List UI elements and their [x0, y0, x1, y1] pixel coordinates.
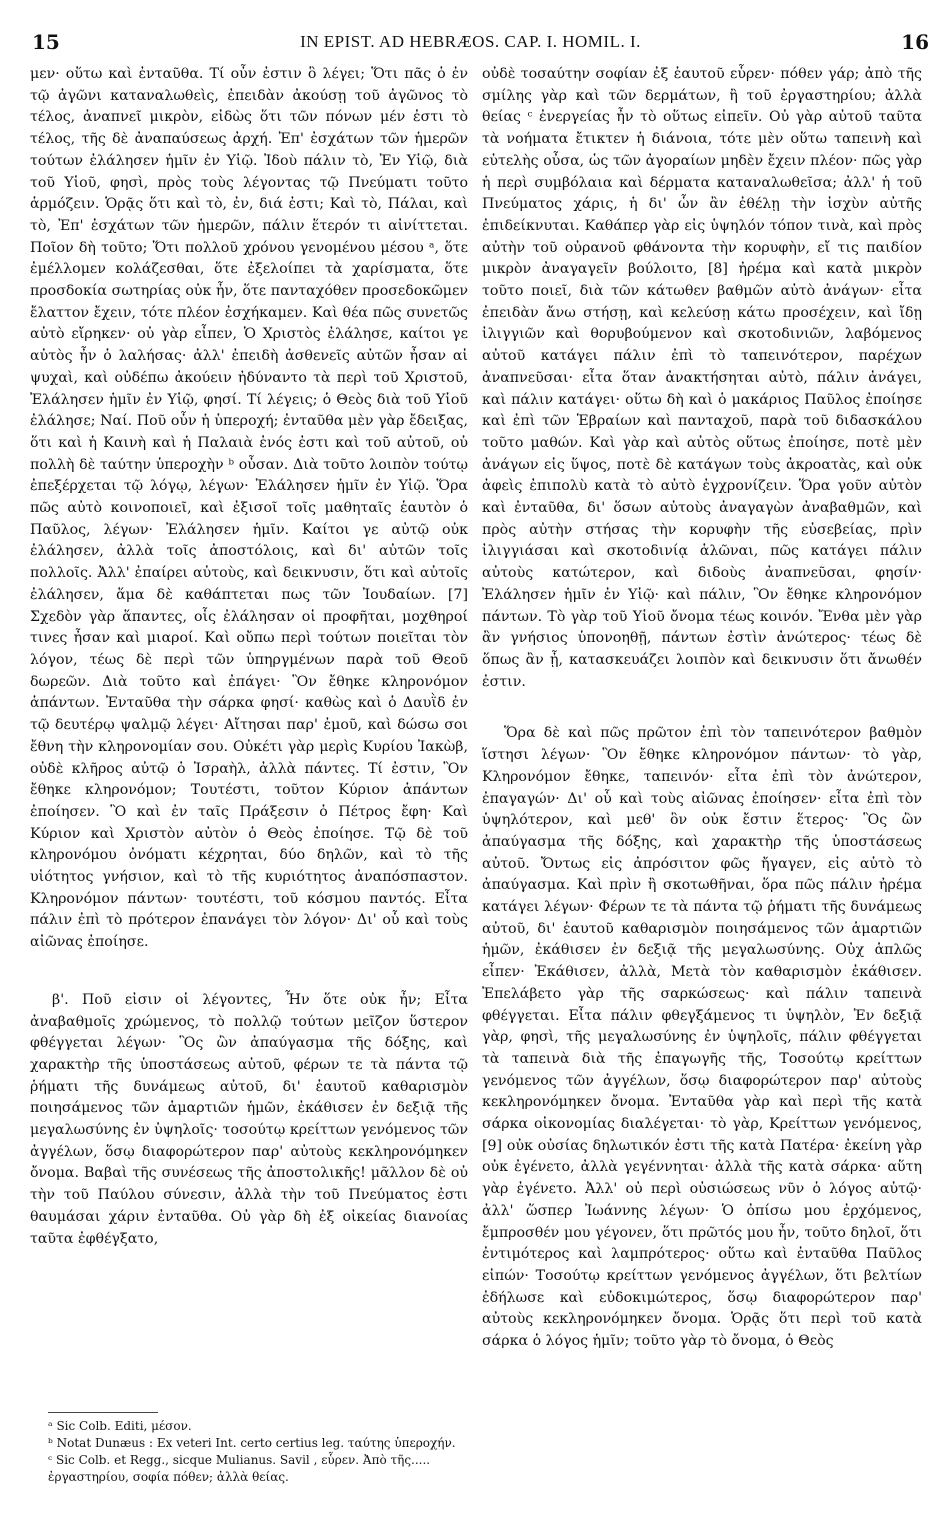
footnote-a: ᵃ Sic Colb. Editi, μέσον. [48, 1419, 192, 1433]
right-column [482, 64, 922, 1353]
left-paragraph-2: β'. Ποῦ εἰσιν οἱ λέγοντες, Ἦν ὅτε οὐκ ἦν; Εἶτα ἀναβαθμοῖς χρώμενος, τὸ πολλῷ τούτων μεῖζον ὕστερον φθέγγεται λέγων· Ὃς ὢν ἀπαύγασμα τῆς δόξης, καὶ χαρακτὴρ τῆς ὑποστάσεως αὐτοῦ, φέρων τε τὰ πάντα τῷ ῥήματι τῆς δυνάμεως αὐτοῦ, δι' ἑαυτοῦ καθαρισμὸν ποιησάμενος τῶν ἁμαρτιῶν ἡμῶν, ἐκάθισεν ἐν δεξιᾷ τῆς μεγαλωσύνης ἐν ὑψηλοῖς· τοσούτῳ κρείττων γενόμενος τῶν ἀγγέλων, ὅσῳ διαφορώτερον παρ' αὐτοὺς κεκληρονόμηκεν ὄνομα. Βαβαὶ τῆς συνέσεως τῆς ἀποστολικῆς! μᾶλλον δὲ οὐ τὴν τοῦ Παύλου σύνεσιν, ἀλλὰ τὴν τοῦ Πνεύματος ἐστι θαυμάσαι χάριν ἐνταῦθα. Οὐ γὰρ δὴ ἐξ οἰκείας διανοίας ταῦτα ἐφθέγξατο, [30, 991, 468, 1247]
footnote-c: ᶜ Sic Colb. et Regg., sicque Mulianus. Savil , εὗρεν. Ἀπὸ τῆς..... ἐργαστηρίου, σοφία πόθεν; ἀλλὰ θείας. [48, 1453, 431, 1484]
footnote-b: ᵇ Notat Dunæus : Ex veteri Int. certo certius leg. ταύτης ὑπεροχήν. [48, 1436, 456, 1450]
left-paragraph-1: μεν· οὕτω καὶ ἐνταῦθα. Τί οὖν ἐστιν ὃ λέγει; Ὅτι πᾶς ὁ ἐν τῷ ἀγῶνι καταναλωθεὶς, ἐπειδὰν ἀκούσῃ τοῦ ἀγῶνος τὸ τέλος, ἀναπνεῖ μικρὸν, εἰδὼς ὅτι τῶν πόνων μέν ἐστι τὸ τέλος, τῆς δὲ ἀναπαύσεως ἀρχή. Ἐπ' ἐσχάτων τῶν ἡμερῶν τούτων ἐλάλησεν ἡμῖν ἐν Υἱῷ. Ἰδοὺ πάλιν τὸ, Ἐν Υἱῷ, διὰ τοῦ Υἱοῦ, φησὶ, πρὸς τοὺς λέγοντας τῷ Πνεύματι τοῦτο ἁρμόζειν. Ὁρᾷς ὅτι καὶ τὸ, ἐν, διά ἐστι; Καὶ τὸ, Πάλαι, καὶ τὸ, Ἐπ' ἐσχάτων τῶν ἡμερῶν, πάλιν ἕτερόν τι αἰνίττεται. Ποῖον δὴ τοῦτο; Ὅτι πολλοῦ χρόνου γενομένου μέσου ᵃ, ὅτε ἐμέλλομεν κολάζεσθαι, ὅτε ἐξελοίπει τὰ χαρίσματα, ὅτε προσδοκία σωτηρίας οὐκ ἦν, ὅτε πανταχόθεν προσεδοκῶμεν ἔλαττον ἔχειν, τότε πλέον ἐσχήκαμεν. Καὶ θέα πῶς συνετῶς αὐτὸ εἴρηκεν· οὐ γὰρ εἶπεν, Ὁ Χριστὸς ἐλάλησε, καίτοι γε αὐτὸς ἦν ὁ λαλήσας· ἀλλ' ἐπειδὴ ἀσθενεῖς αὐτῶν ἦσαν αἱ ψυχαὶ, καὶ οὐδέπω ἀκούειν ἠδύναντο τὰ περὶ τοῦ Χριστοῦ, Ἐλάλησεν ἡμῖν ἐν Υἱῷ, φησί. Τί λέγεις; ὁ Θεὸς διὰ τοῦ Υἱοῦ ἐλάλησε; Ναί. Ποῦ οὖν ἡ ὑπεροχή; ἐνταῦθα μὲν γὰρ ἔδειξας, ὅτι καὶ ἡ Καινὴ καὶ ἡ Παλαιὰ ἑνός ἐστι καὶ τοῦ αὐτοῦ, οὐ πολλὴ δὲ ταύτην ὑπεροχὴν ᵇ οὖσαν. Διὰ τοῦτο λοιπὸν τούτῳ ἐπεξέρχεται τῷ λόγῳ, λέγων· Ἐλάλησεν ἡμῖν ἐν Υἱῷ. Ὅρα πῶς αὐτὸ κοινοποιεῖ, καὶ ἐξισοῖ τοῖς μαθηταῖς ἑαυτὸν ὁ Παῦλος, λέγων· Ἐλάλησεν ἡμῖν. Καίτοι γε αὐτῷ οὐκ ἐλάλησεν, ἀλλὰ τοῖς ἀποστόλοις, καὶ δι' αὐτῶν τοῖς πολλοῖς. Ἀλλ' ἐπαίρει αὐτοὺς, καὶ δεικνυσιν, ὅτι καὶ αὐτοῖς ἐλάλησεν, ἅμα δὲ καθάπτεται πως τῶν Ἰουδαίων. [7] Σχεδὸν γὰρ ἅπαντες, οἷς ἐλάλησαν οἱ προφῆται, μοχθηροί τινες ἦσαν καὶ μιαροί. Καὶ οὔπω περὶ τούτων ποιεῖται τὸν λόγον, τέως δὲ περὶ τῶν ὑπηργμένων παρὰ τοῦ Θεοῦ δωρεῶν. Διὰ τοῦτο καὶ ἐπάγει· Ὃν ἔθηκε κληρονόμον ἁπάντων. Ἐνταῦθα τὴν σάρκα φησί· καθὼς καὶ ὁ Δαυῒδ ἐν τῷ δευτέρῳ ψαλμῷ λέγει· Αἴτησαι παρ' ἐμοῦ, καὶ δώσω σοι ἔθνη τὴν κληρονομίαν σου. Οὐκέτι γὰρ μερὶς Κυρίου Ἰακὼβ, οὐδὲ κλῆρος αὐτῷ ὁ Ἰσραὴλ, ἀλλὰ πάντες. Τί ἐστιν, Ὃν ἔθηκε κληρονόμον; Τουτέστι, τοῦτον Κύριον ἁπάντων ἐποίησεν. Ὃ καὶ ἐν ταῖς Πράξεσιν ὁ Πέτρος ἔφη· Καὶ Κύριον καὶ Χριστὸν αὐτὸν ὁ Θεὸς ἐποίησε. Τῷ δὲ τοῦ κληρονόμου ὀνόματι κέχρηται, δύο δηλῶν, καὶ τὸ τῆς υἱότητος γνήσιον, καὶ τὸ τῆς κυριότητος ἀναπόσπαστον. Κληρονόμον πάντων· τουτέστι, τοῦ κόσμου παντός. Εἶτα πάλιν ἐπὶ τὸ πρότερον ἐπανάγει τὸν λόγον· Δι' οὗ καὶ τοὺς αἰῶνας ἐποίησε. [30, 66, 468, 951]
page-number-right: 16 [901, 30, 929, 54]
running-title: IN EPIST. AD HEBRÆOS. CAP. I. HOMIL. I. [300, 32, 641, 51]
page-number-left: 15 [32, 30, 60, 54]
right-paragraph-1: οὐδὲ τοσαύτην σοφίαν ἐξ ἑαυτοῦ εὗρεν· πόθεν γάρ; ἀπὸ τῆς σμίλης γὰρ καὶ τῶν δερμάτων, ἢ τοῦ ἐργαστηρίου; ἀλλὰ θείας ᶜ ἐνεργείας ἦν τὸ οὕτως εἰπεῖν. Οὐ γὰρ αὐτοῦ ταῦτα τὰ νοήματα ἔτικτεν ἡ διάνοια, τότε μὲν οὕτω ταπεινὴ καὶ εὐτελὴς οὖσα, ὡς τῶν ἀγοραίων μηδὲν ἔχειν πλέον· πῶς γὰρ ἡ περὶ συμβόλαια καὶ δέρματα καταναλωθεῖσα; ἀλλ' ἡ τοῦ Πνεύματος χάρις, ἡ δι' ὧν ἂν ἐθέλῃ τὴν ἰσχὺν αὐτῆς ἐπιδείκνυται. Καθάπερ γὰρ εἰς ὑψηλόν τόπον τινὰ, καὶ πρὸς αὐτὴν τοῦ οὐρανοῦ φθάνοντα τὴν κορυφὴν, εἴ τις παιδίον μικρὸν ἀναγαγεῖν βούλοιτο, [8] ἠρέμα καὶ κατὰ μικρὸν τοῦτο ποιεῖ, διὰ τῶν κάτωθεν βαθμῶν αὐτὸ ἀνάγων· εἶτα ἐπειδὰν ἄνω στήσῃ, καὶ κελεύσῃ κάτω προσέχειν, καὶ ἴδῃ ἰλιγγιῶν καὶ θορυβούμενον καὶ σκοτοδινιῶν, λαβόμενος αὐτοῦ κατάγει πάλιν ἐπὶ τὸ ταπεινότερον, παρέχων ἀναπνεῦσαι· εἶτα ὅταν ἀνακτήσηται αὐτὸ, πάλιν ἀνάγει, καὶ πάλιν κατάγει· οὕτω δὴ καὶ ὁ μακάριος Παῦλος ἐποίησε καὶ ἐπὶ τῶν Ἑβραίων καὶ πανταχοῦ, παρὰ τοῦ διδασκάλου τοῦτο μαθών. Καὶ γὰρ καὶ αὐτὸς οὕτως ἐποίησε, ποτὲ μὲν ἀνάγων εἰς ὕψος, ποτὲ δὲ κατάγων τοὺς ἀκροατὰς, καὶ οὐκ ἀφεὶς ἐπιπολὺ κατὰ τὸ αὐτὸ ἐγχρονίζειν. Ὅρα γοῦν αὐτὸν καὶ ἐνταῦθα, δι' ὅσων αὐτοὺς ἀναγαγὼν ἀναβαθμῶν, καὶ πρὸς αὐτὴν στήσας τὴν κορυφὴν τῆς εὐσεβείας, πρὶν ἰλιγγιάσαι καὶ σκοτοδινίᾳ ἁλῶναι, πῶς κατάγει πάλιν αὐτοὺς κατώτερον, καὶ διδοὺς ἀναπνεῦσαι, φησίν· Ἐλάλησεν ἡμῖν ἐν Υἱῷ· καὶ πάλιν, Ὃν ἔθηκε κληρονόμον πάντων. Τὸ γὰρ τοῦ Υἱοῦ ὄνομα τέως κοινόν. Ἔνθα μὲν γὰρ ἂν γνήσιος ὑπονοηθῇ, πάντων ἐστὶν ἀνώτερος· τέως δὲ ὅπως ἂν ᾖ, κατασκευάζει λοιπὸν καὶ δεικνυσιν ὅτι ἄνωθέν ἐστιν. [482, 66, 922, 690]
page-header [12, 30, 929, 58]
footnote-rule [48, 1412, 158, 1413]
right-paragraph-2: Ὅρα δὲ καὶ πῶς πρῶτον ἐπὶ τὸν ταπεινότερον βαθμὸν ἵστησι λέγων· Ὃν ἔθηκε κληρονόμον πάντων· τὸ γὰρ, Κληρονόμον ἔθηκε, ταπεινόν· εἶτα ἐπὶ τὸν ἀνώτερον, ἐπαγαγών· Δι' οὗ καὶ τοὺς αἰῶνας ἐποίησεν· εἶτα ἐπὶ τὸν ὑψηλότερον, καὶ μεθ' ὃν οὐκ ἔστιν ἕτερος· Ὃς ὢν ἀπαύγασμα τῆς δόξης, καὶ χαρακτὴρ τῆς ὑποστάσεως αὐτοῦ. Ὄντως εἰς ἀπρόσιτον φῶς ἤγαγεν, εἰς αὐτὸ τὸ ἀπαύγασμα. Καὶ πρὶν ἢ σκοτωθῆναι, ὅρα πῶς πάλιν ἠρέμα κατάγει λέγων· Φέρων τε τὰ πάντα τῷ ῥήματι τῆς δυνάμεως αὐτοῦ, δι' ἑαυτοῦ καθαρισμὸν ποιησάμενος τῶν ἁμαρτιῶν ἡμῶν, ἐκάθισεν ἐν δεξιᾷ τῆς μεγαλωσύνης. Οὐχ ἁπλῶς εἶπεν· Ἐκάθισεν, ἀλλὰ, Μετὰ τὸν καθαρισμὸν ἐκάθισεν. Ἐπελάβετο γὰρ τῆς σαρκώσεως· καὶ πάλιν ταπεινὰ φθέγγεται. Εἶτα πάλιν φθεγξάμενος τι ὑψηλὸν, Ἐν δεξιᾷ γὰρ, φησὶ, τῆς μεγαλωσύνης ἐν ὑψηλοῖς, πάλιν φθέγγεται τὰ ταπεινὰ διὰ τῆς ἐπαγωγῆς τῆς, Τοσούτῳ κρείττων γενόμενος τῶν ἀγγέλων, ὅσῳ διαφορώτερον παρ' αὐτοὺς κεκληρονόμηκεν ὄνομα. Ἐνταῦθα γὰρ καὶ περὶ τῆς κατὰ σάρκα οἰκονομίας διαλέγεται· τὸ γὰρ, Κρείττων γενόμενος, [9] οὐκ οὐσίας δηλωτικόν ἐστι τῆς κατὰ Πατέρα· ἐκείνη γὰρ οὐκ ἐγένετο, ἀλλὰ γεγέννηται· ἀλλὰ τῆς κατὰ σάρκα· αὕτη γὰρ ἐγένετο. Ἀλλ' οὐ περὶ οὐσιώσεως νῦν ὁ λόγος αὐτῷ· ἀλλ' ὥσπερ Ἰωάννης λέγων· Ὁ ὀπίσω μου ἐρχόμενος, ἔμπροσθέν μου γέγονεν, ὅτι πρῶτός μου ἦν, τοῦτο δηλοῖ, ὅτι ἐντιμότερος καὶ λαμπρότερος· οὕτω καὶ ἐνταῦθα Παῦλος εἰπών· Τοσούτῳ κρείττων γενόμενος ἀγγέλων, ὅτι βελτίων ἐδήλωσε καὶ εὐδοκιμώτερος, ὅσῳ διαφορώτερον παρ' αὐτοὺς κεκληρονόμηκεν ὄνομα. Ὁρᾷς ὅτι περὶ τοῦ κατὰ σάρκα ὁ λόγος ἡμῖν; τοῦτο γὰρ τὸ ὄνομα, ὁ Θεὸς [482, 725, 922, 1350]
footnotes [48, 1418, 468, 1486]
left-column [30, 64, 468, 1250]
